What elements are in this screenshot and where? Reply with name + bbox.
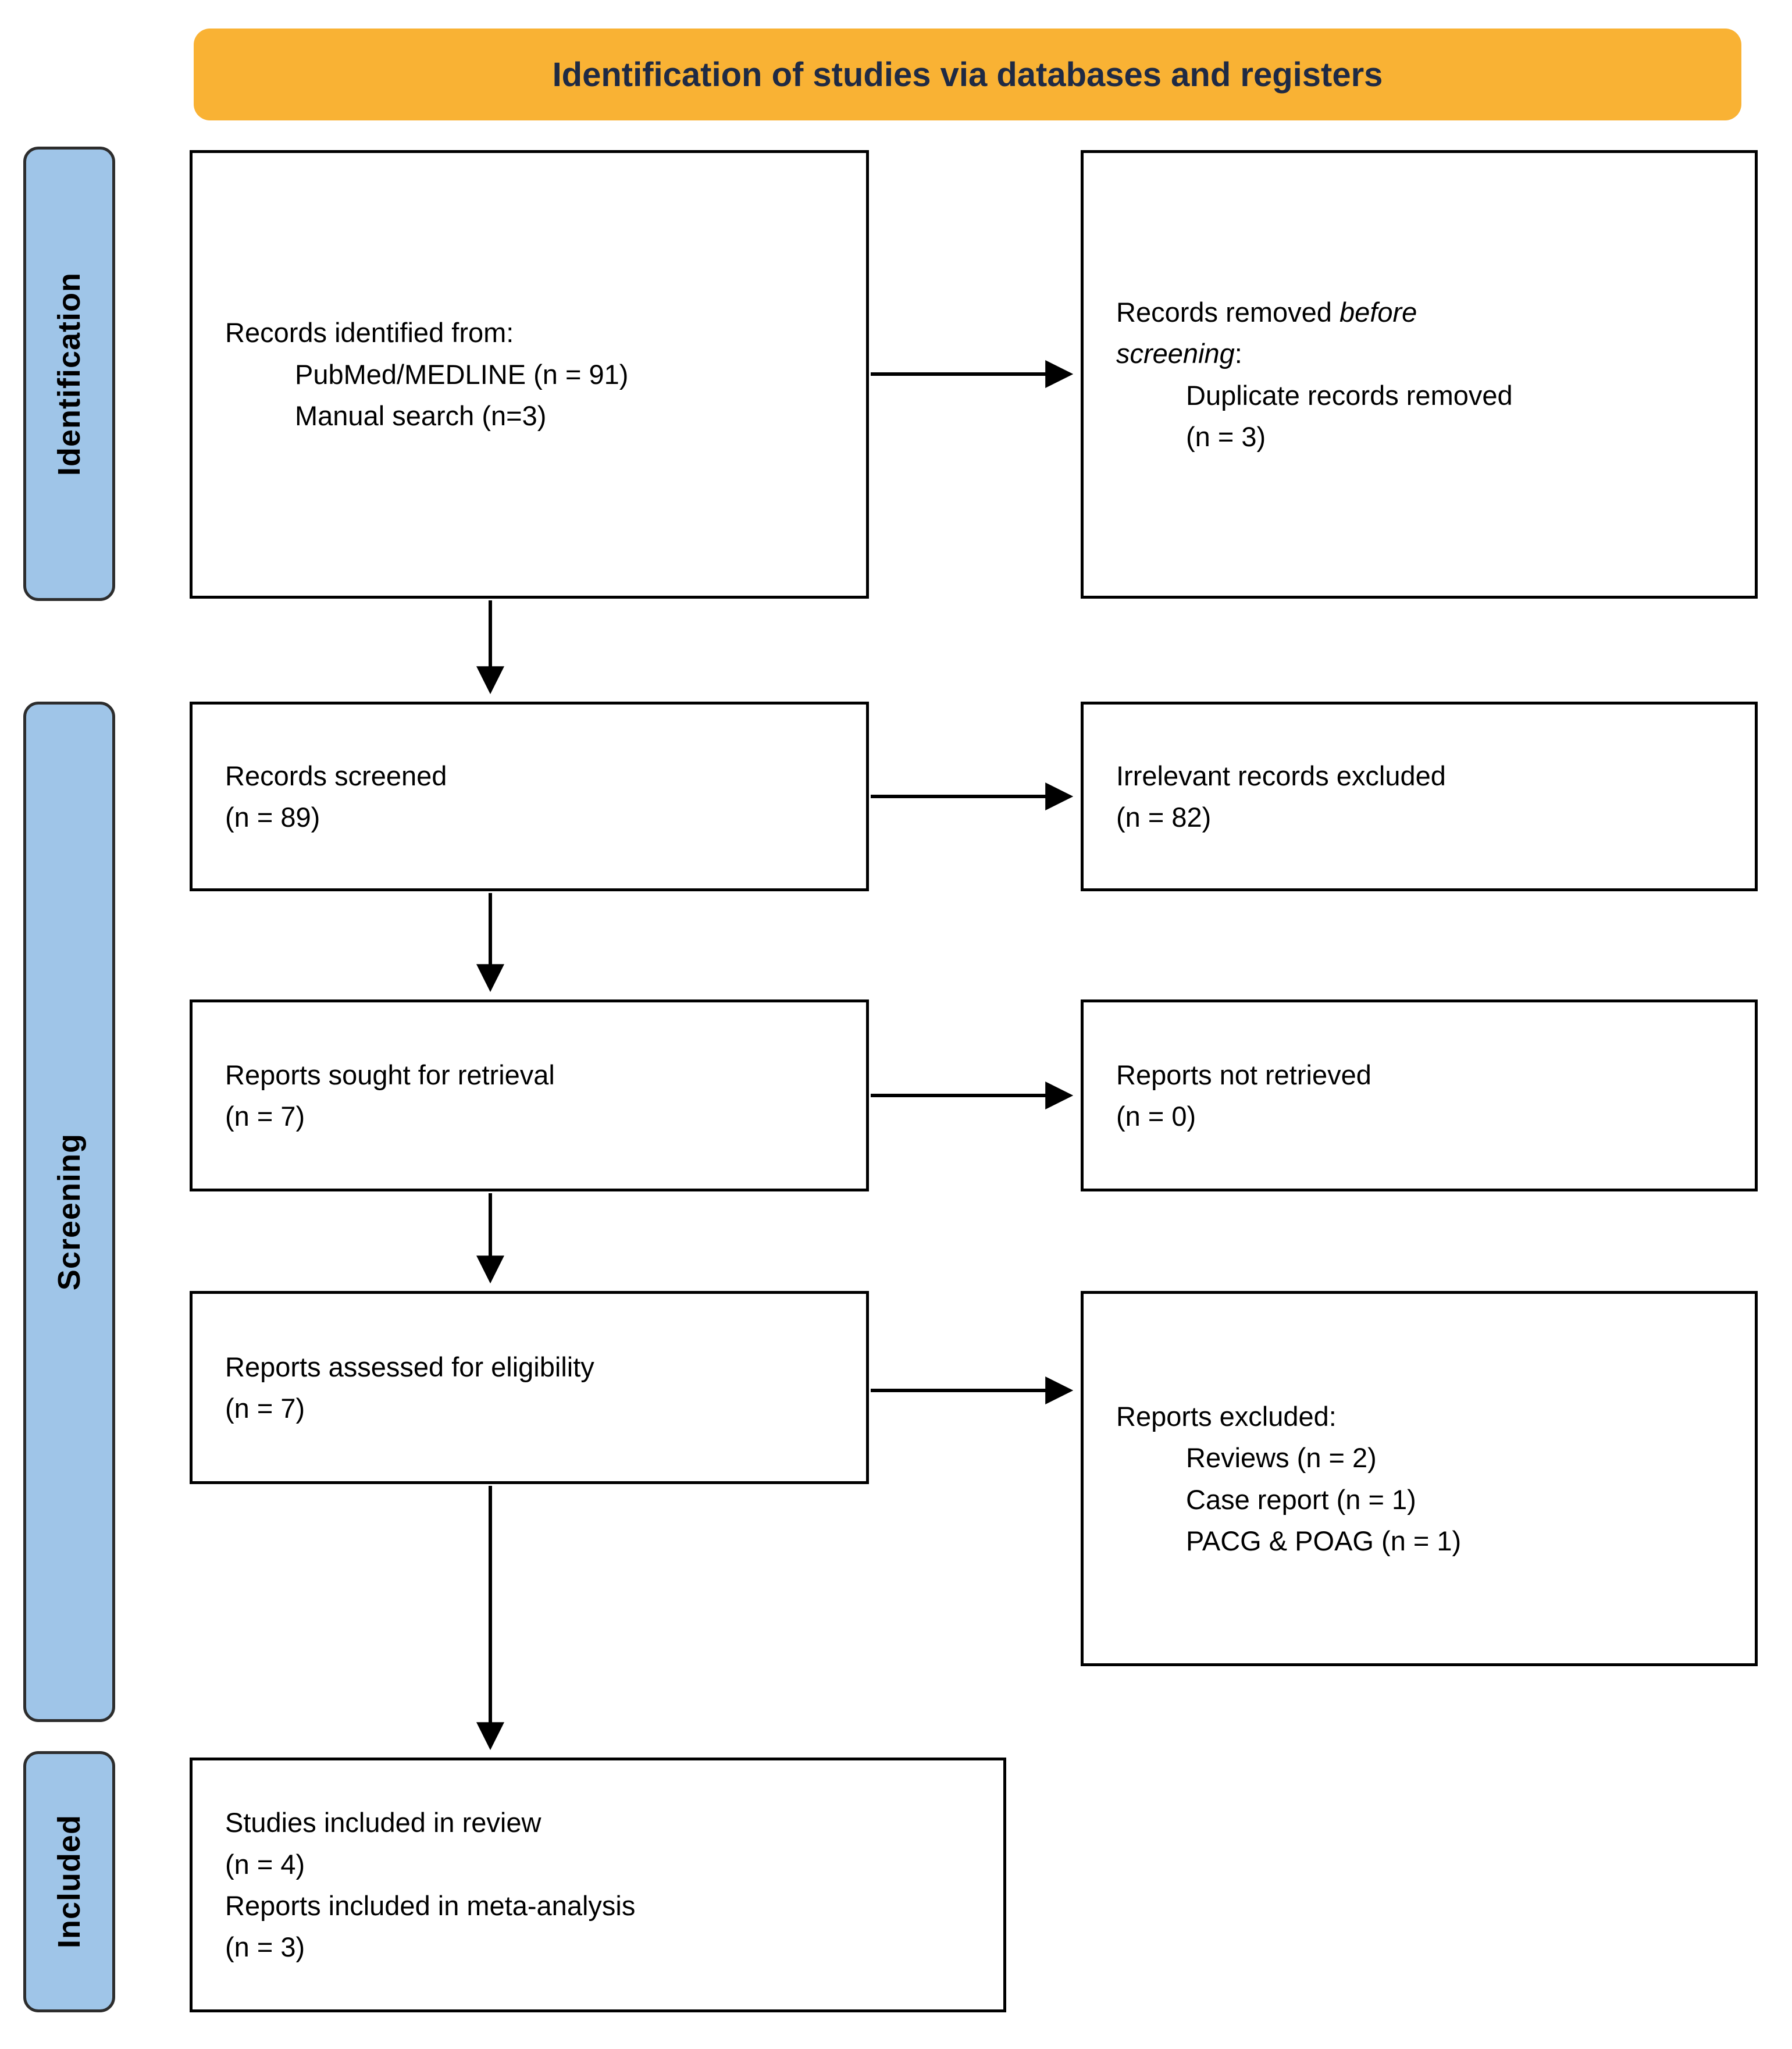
reports-assessed-line2: (n = 7) xyxy=(225,1393,305,1424)
records-removed-line1 xyxy=(1116,291,1535,375)
records-removed-suffix: : xyxy=(1234,338,1242,369)
records-removed-prefix: Records removed xyxy=(1116,296,1339,328)
records-screened-line2: (n = 89) xyxy=(225,802,320,833)
records-excluded-line2: (n = 82) xyxy=(1116,802,1212,833)
studies-included-line2: (n = 4) xyxy=(225,1848,305,1880)
banner-title-label: Identification of studies via databases and registers xyxy=(552,55,1383,94)
box-records-screened xyxy=(190,702,869,891)
reports-assessed-line1: Reports assessed for eligibility xyxy=(225,1351,594,1382)
box-records-removed xyxy=(1081,150,1758,599)
records-identified-line1: Records identified from: xyxy=(225,317,514,348)
box-studies-included xyxy=(190,1758,1006,2012)
stage-included-label: Included xyxy=(52,1815,87,1949)
stage-screening-label: Screening xyxy=(52,1133,87,1291)
stage-identification xyxy=(23,147,115,601)
records-removed-line2: Duplicate records removed xyxy=(1186,379,1513,411)
records-identified-line2: PubMed/MEDLINE (n = 91) xyxy=(295,358,629,390)
records-removed-line3: (n = 3) xyxy=(1186,421,1266,452)
box-reports-excluded xyxy=(1081,1291,1758,1666)
records-screened-line1: Records screened xyxy=(225,760,447,791)
reports-sought-line2: (n = 7) xyxy=(225,1101,305,1132)
reports-excluded-line2: Reviews (n = 2) xyxy=(1186,1442,1377,1474)
studies-included-line4: (n = 3) xyxy=(225,1931,305,1963)
box-records-identified xyxy=(190,150,869,599)
box-records-excluded xyxy=(1081,702,1758,891)
box-reports-sought xyxy=(190,999,869,1191)
studies-included-line3: Reports included in meta-analysis xyxy=(225,1890,636,1921)
reports-excluded-line3: Case report (n = 1) xyxy=(1186,1484,1416,1515)
banner-title xyxy=(194,29,1741,120)
records-excluded-line1: Irrelevant records excluded xyxy=(1116,760,1446,791)
reports-sought-line1: Reports sought for retrieval xyxy=(225,1059,555,1090)
reports-not-retrieved-line1: Reports not retrieved xyxy=(1116,1059,1371,1090)
box-reports-assessed xyxy=(190,1291,869,1484)
reports-not-retrieved-line2: (n = 0) xyxy=(1116,1101,1196,1132)
stage-identification-label: Identification xyxy=(52,272,87,476)
studies-included-line1: Studies included in review xyxy=(225,1807,541,1838)
records-removed-italic: before screening xyxy=(1116,296,1417,369)
box-reports-not-retrieved xyxy=(1081,999,1758,1191)
stage-included xyxy=(23,1751,115,2012)
stage-screening xyxy=(23,702,115,1722)
reports-excluded-line4: PACG & POAG (n = 1) xyxy=(1186,1525,1462,1556)
reports-excluded-line1: Reports excluded: xyxy=(1116,1400,1337,1432)
records-identified-line3: Manual search (n=3) xyxy=(295,400,547,432)
